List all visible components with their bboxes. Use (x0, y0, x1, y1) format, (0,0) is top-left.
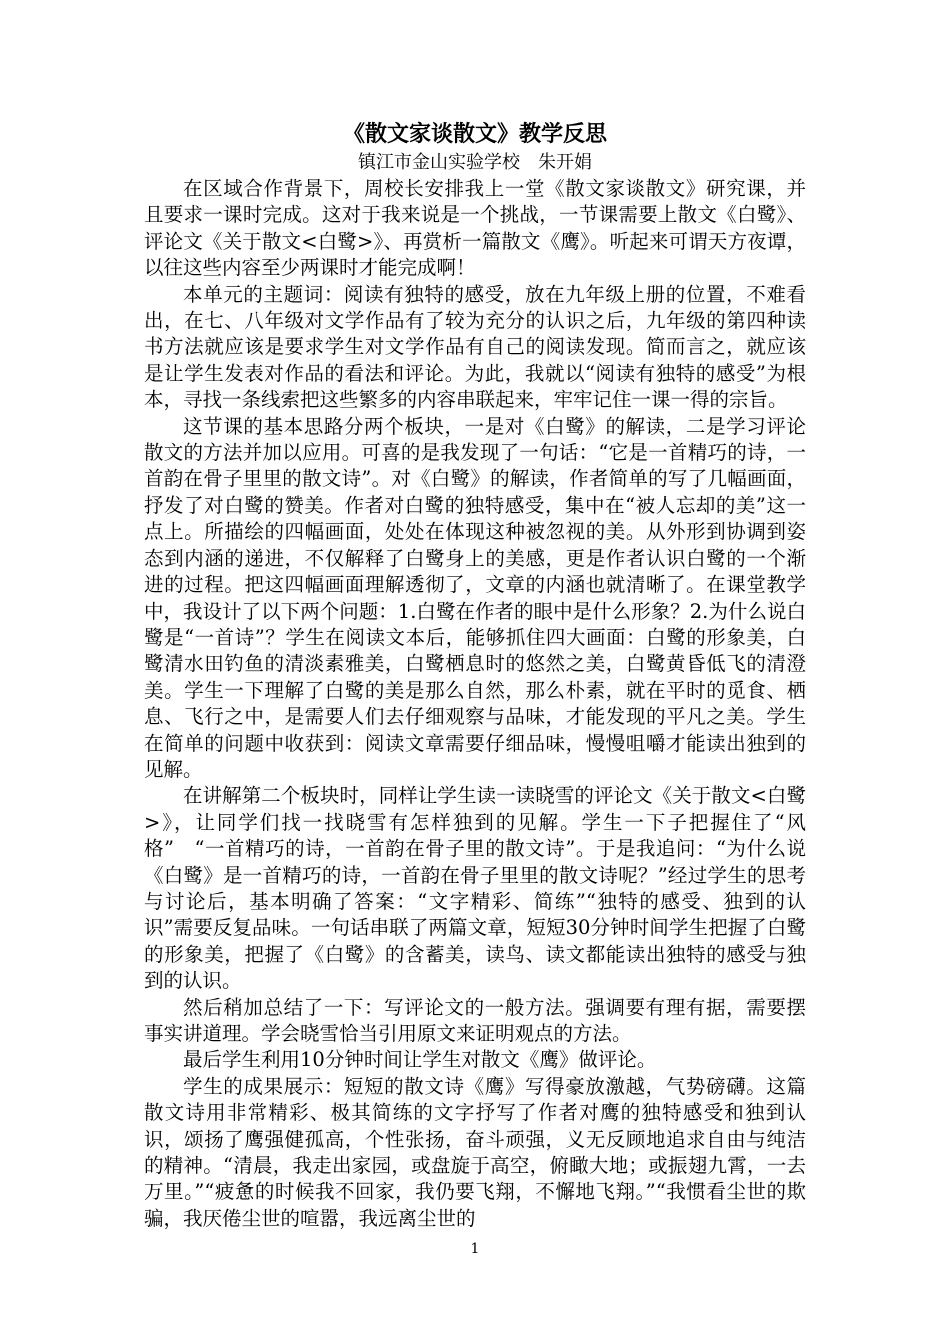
paragraph-6: 最后学生利用10分钟时间让学生对散文《鹰》做评论。 (183, 1048, 657, 1072)
paragraph-1: 在区域合作背景下，周校长安排我上一堂《散文家谈散文》研究课，并且要求一课时完成。这对于我来说是一个挑战，一节课需要上散文《白鹭》、评论文《关于散文<白鹭>》、再赏析一篇散文《鹰》。听起来可谓天方夜谭，以往这些内容至少两课时才能完成啊！ (144, 177, 806, 280)
paragraph-7: 学生的成果展示：短短的散文诗《鹰》写得豪放激越，气势磅礴。这篇散文诗用非常精彩、极其简练的文字抒写了作者对鹰的独特感受和独到认识，颂扬了鹰强健孤高，个性张扬，奋斗顽强，义无反顾地追求自由与纯洁的精神。“清晨，我走出家园，或盘旋于高空，俯瞰大地；或振翅九霄，一去万里。”“疲惫的时候我不回家，我仍要飞翔，不懈地飞翔。”“我惯看尘世的欺骗，我厌倦尘世的喧嚣，我远离尘世的 (144, 1074, 806, 1230)
paragraph-5: 然后稍加总结了一下：写评论文的一般方法。强调要有理有据，需要摆事实讲道理。学会晓雪恰当引用原文来证明观点的方法。 (144, 995, 806, 1045)
page-number: 1 (470, 1241, 480, 1257)
paragraph-2: 本单元的主题词：阅读有独特的感受，放在九年级上册的位置，不难看出，在七、八年级对文学作品有了较为充分的认识之后，九年级的第四种读书方法就应该是要求学生对文学作品有自己的阅读发现。简而言之，就应该是让学生发表对作品的看法和评论。为此，我就以“阅读有独特的感受”为根本，寻找一条线索把这些繁多的内容串联起来，牢牢记住一课一得的宗旨。 (144, 282, 806, 412)
paragraph-3: 这节课的基本思路分两个板块，一是对《白鹭》的解读，二是学习评论散文的方法并加以应用。可喜的是我发现了一句话：“它是一首精巧的诗，一首韵在骨子里里的散文诗”。对《白鹭》的解读，作者简单的写了几幅画面，抒发了对白鹭的赞美。作者对白鹭的独特感受，集中在“被人忘却的美”这一点上。所描绘的四幅画面，处处在体现这种被忽视的美。从外形到协调到姿态到内涵的递进，不仅解释了白鹭身上的美感，更是作者认识白鹭的一个渐进的过程。把这四幅画面理解透彻了，文章的内涵也就清晰了。在课堂教学中，我设计了以下两个问题：1.白鹭在作者的眼中是什么形象？2.为什么说白鹭是“一首诗”？学生在阅读文本后，能够抓住四大画面：白鹭的形象美，白鹭清水田钓鱼的清淡素雅美，白鹭栖息时的悠然之美，白鹭黄昏低飞的清澄美。学生一下理解了白鹭的美是那么自然，那么朴素，就在平时的觅食、栖息、飞行之中，是需要人们去仔细观察与品味，才能发现的平凡之美。学生在简单的问题中收获到：阅读文章需要仔细品味，慢慢咀嚼才能读出独到的见解。 (144, 414, 806, 781)
paragraph-4: 在讲解第二个板块时，同样让学生读一读晓雪的评论文《关于散文<白鹭>》，让同学们找一找晓雪有怎样独到的见解。学生一下子把握住了“风格” “一首精巧的诗，一首韵在骨子里的散文诗”。于是我追问：“为什么说《白鹭》是一首精巧的诗，一首韵在骨子里里的散文诗呢？”经过学生的思考与讨论后，基本明确了答案：“文字精彩、简练”“独特的感受、独到的认识”需要反复品味。一句话串联了两篇文章，短短30分钟时间学生把握了白鹭的形象美，把握了《白鹭》的含蓄美，读鸟、读文都能读出独特的感受与独到的认识。 (144, 784, 806, 993)
author-line: 镇江市金山实验学校 朱开娟 (358, 152, 592, 173)
document-title: 《散文家谈散文》教学反思 (342, 121, 607, 147)
document-body (144, 118, 806, 1232)
